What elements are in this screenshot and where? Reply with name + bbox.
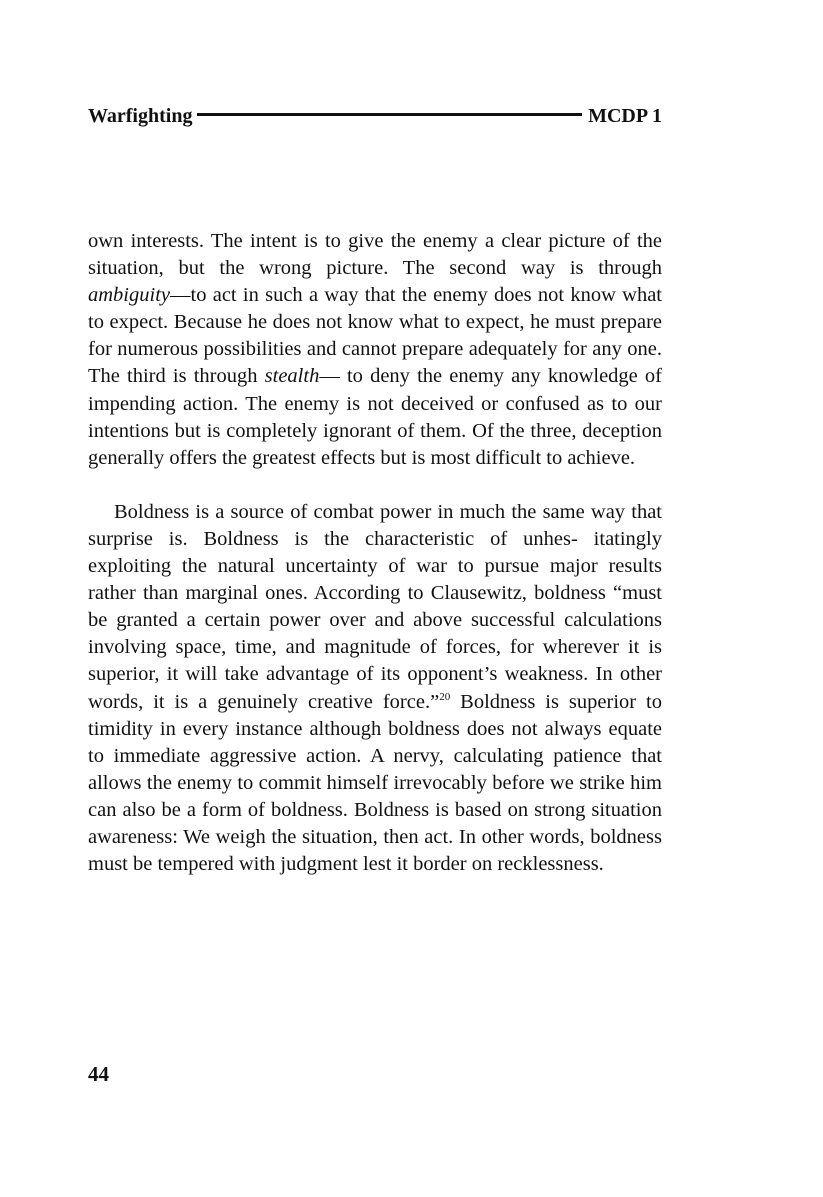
emphasis-ambiguity: ambiguity [88,284,170,307]
header-publication: MCDP 1 [588,104,662,127]
paragraph-1 [88,228,662,472]
text-run: —to act in such a way that the enemy does not know what to expect. Because he does not know what to expect, he must prepare for numerous possibilities and cannot prepare adequately for any one. The third is through [88,284,662,388]
page-body [88,228,662,878]
header-title: Warfighting [88,104,193,127]
page-number: 44 [88,1062,109,1086]
text-run: — to deny the enemy any knowledge of impending action. The enemy is not deceived or confused as to our intentions but is completely ignorant of them. Of the three, deception generally offers the greatest effects but is most difficult to achieve. [88,365,662,469]
text-run: Boldness is a source of combat power in much the same way that surprise is. Boldness is the characteristic of unhes- itatingly exploiting the natural uncertainty of war to pursue major results rather than marginal ones. According to Clausewitz, boldness “must be granted a certain power over and above successful calculations involving space, time, and magnitude of forces, for wherever it is superior, it will take advantage of its opponent’s weakness. In other words, it is a genuinely creative force.” [88,500,662,713]
text-run: own interests. The intent is to give the enemy a clear picture of the situation, but the wrong picture. The second way is through [88,230,662,280]
running-header [88,103,662,129]
paragraph-2 [88,499,662,878]
emphasis-stealth: stealth [264,365,320,388]
header-rule [197,113,582,116]
footnote-reference[interactable]: 20 [439,690,451,703]
text-run: Boldness is superior to timidity in every instance although boldness does not always equate to immediate aggressive action. A nervy, calculating patience that allows the enemy to commit himself irrevocably before we strike him can also be a form of boldness. Boldness is based on strong situation awareness: We weigh the situation, then act. In other words, boldness must be tempered with judgment lest it border on recklessness. [88,690,662,876]
